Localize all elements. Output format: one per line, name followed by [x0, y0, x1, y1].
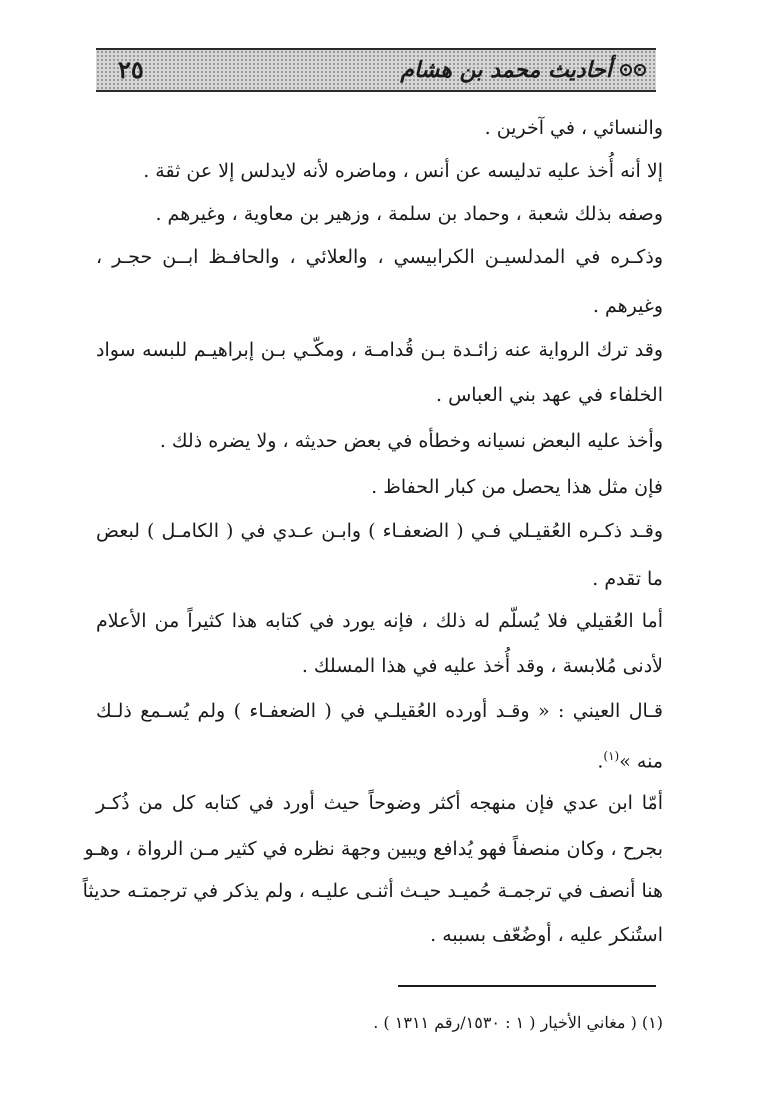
body-line-16: أمّا ابن عدي فإن منهجه أكثر وضوحاً حيث أورد في كتابه كل من ذُكـر [96, 792, 663, 814]
body-line-15 [597, 741, 663, 776]
body-line-12: أما العُقيلي فلا يُسلّم له ذلك ، فإنه يورد في كتابه هذا كثيراً من الأعلام [96, 610, 663, 632]
running-header [96, 48, 656, 92]
footnote-text: (١) ( مغاني الأخيار ( ١ : ١٥٣٠/رقم ١٣١١ ) . [373, 1013, 663, 1032]
body-line-11: ما تقدم . [592, 568, 663, 590]
body-line-9: فإن مثل هذا يحصل من كبار الحفاظ . [371, 476, 663, 498]
body-line-19: استُنكر عليه ، أوضُعّف بسببه . [430, 924, 663, 946]
running-title: أحاديث محمد بن هشام [400, 57, 612, 83]
body-line-13: لأدنى مُلابسة ، وقد أُخذ عليه في هذا المسلك . [301, 655, 663, 677]
body-line-18: هنا أنصف في ترجمـة حُميـد حيـث أثنـى عليـه ، ولم يذكر في ترجمتـه حديثاً [82, 880, 663, 902]
running-title-group [400, 56, 646, 84]
body-line-2: إلا أنه أُخذ عليه تدليسه عن أنس ، وماضره لأنه لايدلس إلا عن ثقة . [143, 160, 663, 182]
body-line-4: وذكـره في المدلسيـن الكرابيسي ، والعلائي ، والحافـظ ابــن حجـر ، [96, 246, 663, 268]
body-line-5: وغيرهم . [592, 295, 663, 317]
page-number: ٢٥ [118, 55, 144, 84]
body-line-17: بجرح ، وكان منصفاً فهو يُدافع ويبين وجهة نظره في كثير مـن الرواة ، وهـو [84, 838, 663, 860]
body-line-8: وأخذ عليه البعض نسيانه وخطأه في بعض حديثه ، ولا يضره ذلك . [159, 430, 663, 452]
quote-period: . [597, 750, 604, 773]
footnote-divider [398, 985, 656, 987]
body-line-7: الخلفاء في عهد بني العباس . [436, 384, 663, 406]
body-line-1: والنسائي ، في آخرين . [484, 117, 663, 139]
body-line-6: وقد ترك الرواية عنه زائـدة بـن قُدامـة ، ومكّـي بـن إبراهيـم للبسه سواد [96, 339, 663, 361]
double-ring-ornament-icon [620, 64, 646, 76]
body-line-3: وصفه بذلك شعبة ، وحماد بن سلمة ، وزهير بن معاوية ، وغيرهم . [155, 203, 663, 225]
body-line-14: قـال العيني : « وقـد أورده العُقيلـي في ( الضعفـاء ) ولم يُسـمع ذلـك [96, 700, 663, 722]
footnote-reference: (١) [603, 749, 620, 763]
quote-end: منه » [619, 750, 663, 773]
body-line-10: وقـد ذكـره العُقيـلي فـي ( الضعفـاء ) وابـن عـدي في ( الكامـل ) لبعض [96, 520, 663, 542]
